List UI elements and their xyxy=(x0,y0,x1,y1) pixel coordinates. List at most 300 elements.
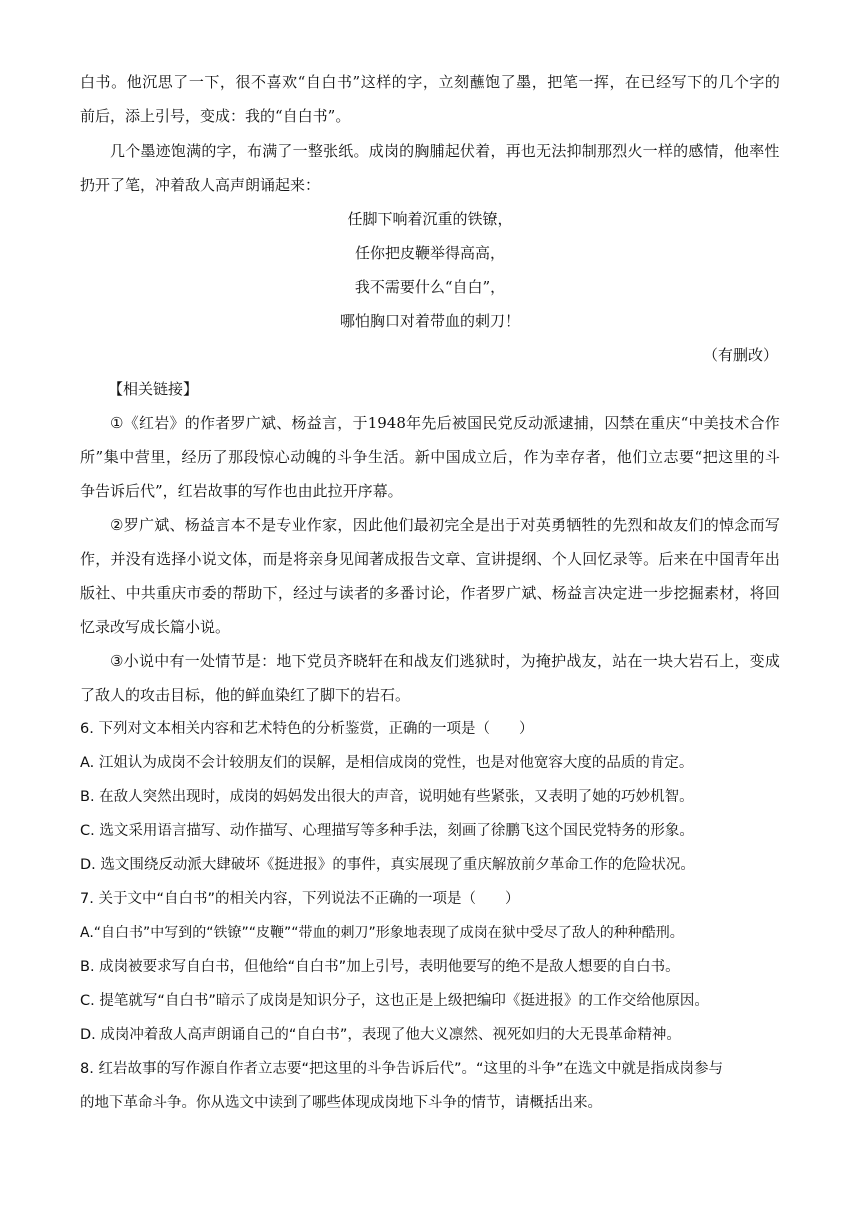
text-glyph: ③ xyxy=(110,652,124,670)
text-glyph: ” xyxy=(95,448,104,466)
text-glyph: 下 xyxy=(204,73,220,91)
text-glyph: 惊 xyxy=(259,448,275,466)
text-glyph: 情 xyxy=(215,652,231,670)
question-7-option-b: B. 成岗被要求写自白书，但他给“自白书”加上引号，表明他要写的绝不是敌人想要的自白书。 xyxy=(80,959,680,975)
text-glyph: 体 xyxy=(232,550,248,568)
text-glyph: ， xyxy=(490,142,506,160)
text-glyph: 争 xyxy=(352,448,368,466)
text-glyph: 挖 xyxy=(673,584,689,602)
text-glyph: 掘 xyxy=(688,584,704,602)
text-glyph: 言 xyxy=(582,584,598,602)
text-glyph: 情 xyxy=(703,142,719,160)
text-glyph: 作 xyxy=(523,448,539,466)
text-glyph: 宣 xyxy=(475,550,491,568)
text-glyph: 牺 xyxy=(566,516,582,534)
text-glyph: 中 xyxy=(430,448,446,466)
text-glyph: 助 xyxy=(247,584,263,602)
text-glyph: 回 xyxy=(582,550,598,568)
text-glyph: 制 xyxy=(581,142,597,160)
text-glyph: 念 xyxy=(734,516,750,534)
text-glyph: 白 xyxy=(80,73,96,91)
text-glyph: 共 xyxy=(140,584,156,602)
text-glyph: 着 xyxy=(475,142,491,160)
text-glyph: 轩 xyxy=(367,652,383,670)
text-glyph: 全 xyxy=(459,516,475,534)
text-glyph: 出 xyxy=(764,550,780,568)
text-glyph: 和 xyxy=(398,652,414,670)
text-glyph: 蘸 xyxy=(469,73,485,91)
text-glyph: 广 xyxy=(506,584,522,602)
text-glyph: ， xyxy=(337,516,353,534)
text-glyph: 立 xyxy=(476,448,492,466)
text-glyph: 而 xyxy=(749,516,765,534)
text-glyph: 国 xyxy=(445,448,461,466)
text-glyph: 那 xyxy=(597,142,613,160)
text-glyph: 纲 xyxy=(521,550,537,568)
text-glyph: 言 xyxy=(321,414,337,432)
text-glyph: 样 xyxy=(376,73,392,91)
text-glyph: 于 xyxy=(505,516,521,534)
text-glyph: 写 xyxy=(671,73,687,91)
text-glyph: 了 xyxy=(500,73,516,91)
text-glyph: 的 xyxy=(673,142,689,160)
text-glyph: 庆 xyxy=(171,584,187,602)
link-line: 了敌人的攻击目标，他的鲜血染红了脚下的岩石。 xyxy=(80,686,411,704)
text-glyph: 作 xyxy=(80,550,96,568)
text-glyph: 并 xyxy=(110,550,126,568)
text-glyph: ， xyxy=(601,448,617,466)
text-glyph: 生 xyxy=(368,448,384,466)
text-glyph: 家 xyxy=(322,516,338,534)
text-glyph: 中 xyxy=(688,414,704,432)
text-glyph: 这 xyxy=(718,448,734,466)
text-glyph: 的 xyxy=(369,584,385,602)
text-glyph: 魄 xyxy=(305,448,321,466)
text-glyph: 作 xyxy=(460,584,476,602)
text-glyph: 。 xyxy=(399,448,415,466)
text-glyph: 重 xyxy=(650,414,666,432)
text-glyph: 红 xyxy=(138,414,154,432)
text-glyph: 者 xyxy=(215,414,231,432)
text-glyph: 下 xyxy=(262,584,278,602)
text-glyph: 喜 xyxy=(266,73,282,91)
text-glyph: 于 xyxy=(352,414,368,432)
text-glyph: 而 xyxy=(262,550,278,568)
text-glyph: ， xyxy=(609,73,625,91)
text-glyph: 等 xyxy=(627,550,643,568)
text-glyph: 经 xyxy=(181,448,197,466)
text-glyph: 。 xyxy=(643,550,659,568)
text-glyph: 小 xyxy=(123,652,139,670)
text-glyph: 亲 xyxy=(308,550,324,568)
text-glyph: 大 xyxy=(673,652,689,670)
text-glyph: ， xyxy=(734,584,750,602)
text-glyph: 人 xyxy=(567,550,583,568)
text-glyph: 美 xyxy=(703,414,719,432)
text-glyph: 满 xyxy=(262,142,278,160)
text-glyph: 多 xyxy=(384,584,400,602)
text-glyph: 沉 xyxy=(142,73,158,91)
text-glyph: 的 xyxy=(702,73,718,91)
text-glyph: 动 xyxy=(290,448,306,466)
text-glyph: 罗 xyxy=(123,516,139,534)
question-6-option-d: D. 选文围绕反动派大肆破坏《挺进报》的事件，真实展现了重庆解放前夕革命工作的危险状况。 xyxy=(80,857,695,873)
text-glyph: 一 xyxy=(642,652,658,670)
text-glyph: 思 xyxy=(157,73,173,91)
passage-line: 扔开了笔，冲着敌人高声朗诵起来： xyxy=(80,176,321,194)
text-glyph: 一 xyxy=(184,652,200,670)
poem-line: 任脚下响着沉重的铁镣， xyxy=(347,210,513,228)
text-glyph: 进 xyxy=(627,584,643,602)
text-glyph: 动 xyxy=(528,414,544,432)
text-glyph: 一 xyxy=(642,142,658,160)
text-glyph: 年 xyxy=(749,550,765,568)
text-glyph: 版 xyxy=(80,584,96,602)
text-glyph: 无 xyxy=(536,142,552,160)
text-glyph: 字 xyxy=(216,142,232,160)
text-glyph: 了 xyxy=(173,73,189,91)
text-glyph: 广 xyxy=(138,516,154,534)
question-6-option-c: C. 选文采用语言描写、动作描写、心理描写等多种手法，刻画了徐鹏飞这个国民党特务的形象。 xyxy=(80,823,694,839)
text-glyph: 党 xyxy=(306,652,322,670)
text-glyph: 个 xyxy=(125,142,141,160)
text-glyph: 闻 xyxy=(353,550,369,568)
text-glyph: 成 xyxy=(384,550,400,568)
text-glyph: 在 xyxy=(634,414,650,432)
text-glyph: 下 xyxy=(687,73,703,91)
text-glyph: 提 xyxy=(506,550,522,568)
text-glyph: 成 xyxy=(764,652,780,670)
text-glyph: 斌 xyxy=(154,516,170,534)
text-glyph: 的 xyxy=(703,516,719,534)
text-glyph: 、 xyxy=(536,550,552,568)
text-glyph: 年 xyxy=(406,414,422,432)
text-glyph: 完 xyxy=(444,516,460,534)
text-glyph: ， xyxy=(95,550,111,568)
text-glyph: 字 xyxy=(749,73,765,91)
text-glyph: 是 xyxy=(245,652,261,670)
text-glyph: 在 xyxy=(383,652,399,670)
text-glyph: ” xyxy=(352,73,361,91)
text-glyph: 中 xyxy=(119,448,135,466)
text-glyph: 斌 xyxy=(260,414,276,432)
text-glyph: 在 xyxy=(625,73,641,91)
text-glyph: 自 xyxy=(305,73,321,91)
text-glyph: 术 xyxy=(734,414,750,432)
text-glyph: 青 xyxy=(734,550,750,568)
text-glyph: 脯 xyxy=(429,142,445,160)
text-glyph: 在 xyxy=(688,550,704,568)
text-glyph: 友 xyxy=(429,652,445,670)
passage-line: 前后，添上引号，变成：我的“自白书”。 xyxy=(80,107,351,125)
text-glyph: 成 xyxy=(368,142,384,160)
text-glyph: 中 xyxy=(154,652,170,670)
text-glyph: 立 xyxy=(647,448,663,466)
text-glyph: 为 xyxy=(520,652,536,670)
text-glyph: 营 xyxy=(134,448,150,466)
text-glyph: 有 xyxy=(140,550,156,568)
text-glyph: 下 xyxy=(291,652,307,670)
text-glyph: 经 xyxy=(293,584,309,602)
text-glyph: 作 xyxy=(199,414,215,432)
text-glyph: 是 xyxy=(261,516,277,534)
text-glyph: 庆 xyxy=(665,414,681,432)
text-glyph: 历 xyxy=(197,448,213,466)
text-glyph: 晓 xyxy=(352,652,368,670)
text-glyph: ， xyxy=(337,414,353,432)
text-glyph: 来 xyxy=(673,550,689,568)
text-glyph: 战 xyxy=(566,652,582,670)
text-glyph: ， xyxy=(219,73,235,91)
poem-line: 我不需要什么“自白”， xyxy=(354,278,506,296)
text-glyph: 的 xyxy=(399,142,415,160)
text-glyph: 的 xyxy=(321,448,337,466)
text-glyph: 新 xyxy=(414,448,430,466)
text-glyph: 初 xyxy=(429,516,445,534)
text-glyph: 集 xyxy=(103,448,119,466)
poem-line: 任你把皮鞭举得高高， xyxy=(354,244,505,262)
text-glyph: 杨 xyxy=(184,516,200,534)
text-glyph: 反 xyxy=(512,414,528,432)
question-7-option-d: D. 成岗冲着敌人高声朗诵自己的“自白书”，表现了他大义凛然、视死如归的大无畏革命精神。 xyxy=(80,1027,681,1043)
text-glyph: 将 xyxy=(749,584,765,602)
text-glyph: 捕 xyxy=(573,414,589,432)
text-glyph: 有 xyxy=(169,652,185,670)
text-glyph: 一 xyxy=(188,73,204,91)
text-glyph: 后 xyxy=(436,414,452,432)
text-glyph: ② xyxy=(110,516,124,534)
text-glyph: 写 xyxy=(764,516,780,534)
text-glyph: 岩 xyxy=(688,652,704,670)
text-glyph: 活 xyxy=(383,448,399,466)
question-8-stem-line: 的地下革命斗争。你从选文中读到了哪些体现成岗地下斗争的情节，请概括出来。 xyxy=(80,1095,602,1111)
text-glyph: 小 xyxy=(186,550,202,568)
text-glyph: 最 xyxy=(413,516,429,534)
text-glyph: 成 xyxy=(461,448,477,466)
text-glyph: 烈 xyxy=(612,142,628,160)
text-glyph: 在 xyxy=(627,652,643,670)
text-glyph: 纸 xyxy=(338,142,354,160)
text-glyph: 说 xyxy=(201,550,217,568)
text-glyph: 迹 xyxy=(155,142,171,160)
text-glyph: 刻 xyxy=(453,73,469,91)
text-glyph: 个 xyxy=(733,73,749,91)
text-glyph: 言 xyxy=(215,516,231,534)
text-glyph: 挥 xyxy=(593,73,609,91)
text-glyph: 岩 xyxy=(154,414,170,432)
text-glyph: ， xyxy=(247,550,263,568)
text-glyph: 性 xyxy=(764,142,780,160)
text-glyph: 作 xyxy=(306,516,322,534)
text-glyph: 论 xyxy=(430,584,446,602)
text-glyph: 逮 xyxy=(558,414,574,432)
text-glyph: 战 xyxy=(413,652,429,670)
text-glyph: 本 xyxy=(230,516,246,534)
text-glyph: 社 xyxy=(95,584,111,602)
text-glyph: ， xyxy=(531,73,547,91)
text-glyph: 出 xyxy=(490,516,506,534)
text-glyph: 番 xyxy=(399,584,415,602)
text-glyph: 见 xyxy=(338,550,354,568)
text-glyph: 的 xyxy=(201,142,217,160)
question-7-option-c: C. 提笔就写“自白书”暗示了成岗是知识分子，这也正是上级把编印《挺进报》的工作交给他原因。 xyxy=(80,993,709,1009)
text-glyph: 立 xyxy=(438,73,454,91)
text-glyph: 里 xyxy=(150,448,166,466)
text-glyph: 禁 xyxy=(619,414,635,432)
text-glyph: 著 xyxy=(369,550,385,568)
text-glyph: 他 xyxy=(616,448,632,466)
text-glyph: 的 xyxy=(764,73,780,91)
text-glyph: 地 xyxy=(276,652,292,670)
text-glyph: 决 xyxy=(597,584,613,602)
text-glyph: 斗 xyxy=(764,448,780,466)
text-glyph: 者 xyxy=(475,584,491,602)
text-glyph: 与 xyxy=(323,584,339,602)
text-glyph: 胸 xyxy=(414,142,430,160)
text-glyph: “ xyxy=(297,73,306,91)
text-glyph: 为 xyxy=(539,448,555,466)
text-glyph: 掩 xyxy=(535,652,551,670)
poem-line: 哪怕胸口对着带血的刺刀！ xyxy=(339,312,520,330)
text-glyph: 了 xyxy=(277,142,293,160)
text-glyph: 说 xyxy=(138,652,154,670)
text-glyph: ① xyxy=(110,414,124,432)
text-glyph: 张 xyxy=(323,142,339,160)
text-glyph: 墨 xyxy=(140,142,156,160)
text-glyph: 身 xyxy=(323,550,339,568)
text-glyph: 、 xyxy=(169,516,185,534)
text-glyph: ， xyxy=(507,448,523,466)
text-glyph: 整 xyxy=(307,142,323,160)
text-glyph: 墨 xyxy=(516,73,532,91)
text-glyph: 定 xyxy=(612,584,628,602)
text-glyph: ， xyxy=(165,448,181,466)
link-line xyxy=(80,549,780,569)
text-glyph: 业 xyxy=(291,516,307,534)
text-glyph: 白 xyxy=(321,73,337,91)
text-glyph: 那 xyxy=(228,448,244,466)
text-glyph: 字 xyxy=(407,73,423,91)
text-glyph: 后 xyxy=(492,448,508,466)
text-glyph: 段 xyxy=(243,448,259,466)
text-glyph: 故 xyxy=(658,516,674,534)
text-glyph: 们 xyxy=(632,448,648,466)
text-glyph: 章 xyxy=(445,550,461,568)
text-glyph: 节 xyxy=(230,652,246,670)
text-glyph: 委 xyxy=(201,584,217,602)
text-glyph: 。 xyxy=(353,142,369,160)
text-glyph: ： xyxy=(261,652,277,670)
link-line xyxy=(110,515,780,535)
text-glyph: 、 xyxy=(110,584,126,602)
text-glyph: 囚 xyxy=(604,414,620,432)
text-glyph: 讲 xyxy=(490,550,506,568)
text-glyph: 块 xyxy=(658,652,674,670)
text-glyph: 素 xyxy=(703,584,719,602)
text-glyph: 们 xyxy=(444,652,460,670)
text-glyph: ， xyxy=(277,584,293,602)
text-glyph: 的 xyxy=(749,448,765,466)
text-glyph: 民 xyxy=(482,414,498,432)
text-glyph: 烈 xyxy=(627,516,643,534)
text-glyph: 经 xyxy=(656,73,672,91)
text-glyph: 专 xyxy=(276,516,292,534)
text-glyph: 伏 xyxy=(460,142,476,160)
text-glyph: 们 xyxy=(398,516,414,534)
text-glyph: 告 xyxy=(414,550,430,568)
text-glyph: 回 xyxy=(764,584,780,602)
text-glyph: 个 xyxy=(551,550,567,568)
text-glyph: 选 xyxy=(156,550,172,568)
question-7-option-a: A.“自白书”中写到的“铁镣”“皮鞭”“带血的刺刀”形象地表现了成岗在狱中受尽了敌人的种种酷刑。 xyxy=(80,925,684,941)
text-glyph: 率 xyxy=(749,142,765,160)
text-glyph: 步 xyxy=(658,584,674,602)
link-line xyxy=(80,583,780,603)
text-glyph: 几 xyxy=(110,142,126,160)
text-glyph: 国 xyxy=(719,550,735,568)
text-glyph: 狱 xyxy=(474,652,490,670)
text-glyph: 们 xyxy=(688,516,704,534)
text-glyph: 不 xyxy=(251,73,267,91)
text-glyph: 杨 xyxy=(551,584,567,602)
text-glyph: 和 xyxy=(642,516,658,534)
text-glyph: 市 xyxy=(186,584,202,602)
text-glyph: 一 xyxy=(578,73,594,91)
text-glyph: 饱 xyxy=(485,73,501,91)
text-glyph: 益 xyxy=(306,414,322,432)
question-8-stem-line: 8. 红岩故事的写作源自作者立志要“把这里的斗争告诉后代”。“这里的斗争”在选文中就是指成岗参与 xyxy=(80,1061,723,1077)
link-line: 忆录改写成长篇小说。 xyxy=(80,618,231,636)
text-glyph: 把 xyxy=(702,448,718,466)
text-glyph: 过 xyxy=(308,584,324,602)
text-glyph: 没 xyxy=(125,550,141,568)
link-line xyxy=(80,447,780,467)
text-glyph: 把 xyxy=(547,73,563,91)
text-glyph: 因 xyxy=(352,516,368,534)
text-glyph: 杨 xyxy=(291,414,307,432)
text-glyph: 也 xyxy=(520,142,536,160)
text-glyph: 幸 xyxy=(554,448,570,466)
text-glyph: 处 xyxy=(200,652,216,670)
text-glyph: 员 xyxy=(322,652,338,670)
text-glyph: 先 xyxy=(421,414,437,432)
text-glyph: 上 xyxy=(719,652,735,670)
text-glyph: 技 xyxy=(719,414,735,432)
text-glyph: 齐 xyxy=(337,652,353,670)
text-glyph: 站 xyxy=(612,652,628,670)
text-glyph: 对 xyxy=(520,516,536,534)
text-glyph: ， xyxy=(445,584,461,602)
text-glyph: 罗 xyxy=(230,414,246,432)
question-6-option-b: B. 在敌人突然出现时，成岗的妈妈发出很大的声音，说明她有些紧张，又表明了她的巧妙机智。 xyxy=(80,789,694,805)
question-6-option-a: A. 江姐认为成岗不会计较朋友们的误解，是相信成岗的党性，也是对他宽容大度的品质的肯定。 xyxy=(80,755,694,771)
text-glyph: 者 xyxy=(353,584,369,602)
text-glyph: 、 xyxy=(276,414,292,432)
text-glyph: 的 xyxy=(391,73,407,91)
related-links-heading: 【相关链接】 xyxy=(108,380,199,398)
text-glyph: 忆 xyxy=(597,550,613,568)
question-7-stem: 7. 关于文中“自白书”的相关内容，下列说法不正确的一项是（ ） xyxy=(80,891,520,907)
link-line xyxy=(110,651,780,671)
text-glyph: 时 xyxy=(490,652,506,670)
text-glyph: 石 xyxy=(703,652,719,670)
text-glyph: ， xyxy=(718,142,734,160)
text-glyph: 将 xyxy=(293,550,309,568)
text-glyph: 益 xyxy=(567,584,583,602)
text-glyph: 、 xyxy=(536,584,552,602)
text-glyph: 勇 xyxy=(551,516,567,534)
text-glyph: 《 xyxy=(123,414,139,432)
